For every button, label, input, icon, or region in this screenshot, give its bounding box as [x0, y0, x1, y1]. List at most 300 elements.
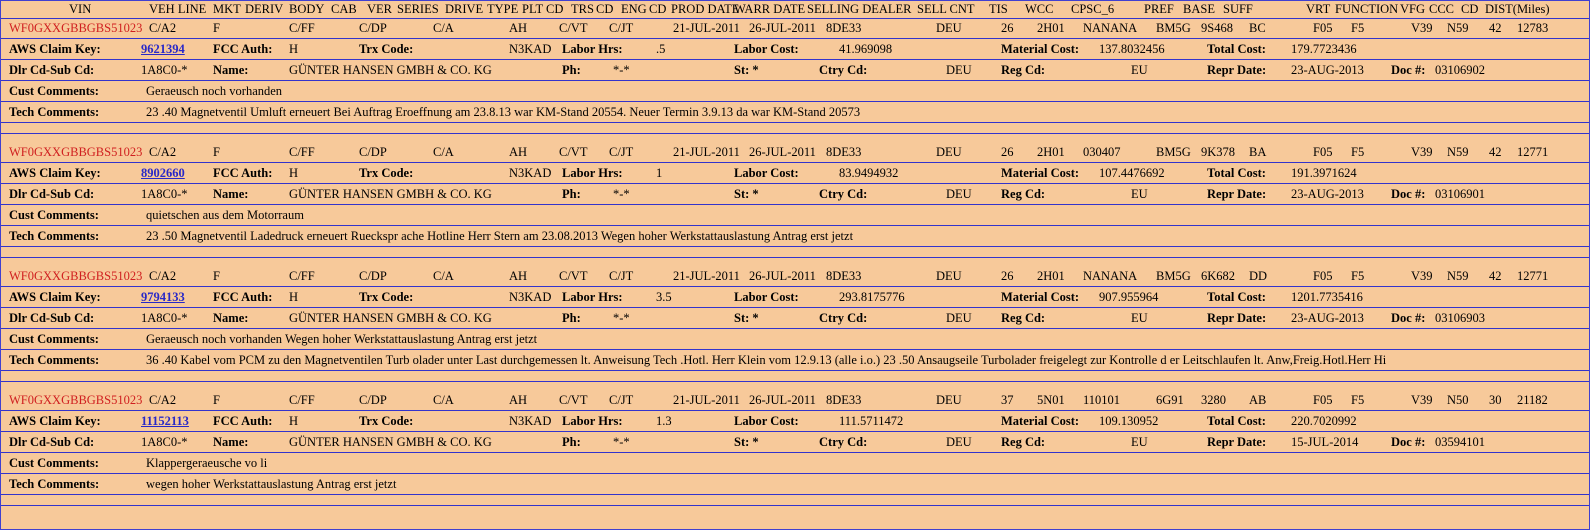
cab-value: C/A [433, 21, 454, 35]
column-header: DIST(Miles) [1485, 2, 1550, 16]
state-label: St: * [734, 311, 759, 325]
ctry-cd-value: DEU [946, 63, 972, 77]
ver-value: AH [509, 21, 528, 35]
column-header: CAB [331, 2, 357, 16]
aws-claim-key-label: AWS Claim Key: [9, 166, 101, 180]
ccc-value: N59 [1447, 269, 1469, 283]
ctry-cd-label: Ctry Cd: [819, 187, 868, 201]
vrt-value: F05 [1313, 269, 1333, 283]
total-cost-label: Total Cost: [1207, 42, 1266, 56]
suff-value: AB [1249, 393, 1267, 407]
record-divider [1, 133, 1589, 134]
prod-date-value: 21-JUL-2011 [673, 393, 740, 407]
column-header: VER [367, 2, 392, 16]
repr-date-value: 15-JUL-2014 [1291, 435, 1359, 449]
claim-record [1, 391, 1589, 515]
claim-cost-row [1, 412, 1589, 431]
tech-comments-row [1, 475, 1589, 494]
sell-cnt-value: DEU [936, 145, 962, 159]
selling-dealer-value: 8DE33 [826, 21, 862, 35]
veh-line-value: C/A2 [149, 393, 177, 407]
total-cost-label: Total Cost: [1207, 290, 1266, 304]
selling-dealer-value: 8DE33 [826, 269, 862, 283]
ver-value: AH [509, 393, 528, 407]
trx-code-value: N3KAD [509, 290, 552, 304]
vehicle-data-row [1, 143, 1589, 162]
total-cost-label: Total Cost: [1207, 166, 1266, 180]
aws-claim-key-label: AWS Claim Key: [9, 290, 101, 304]
tech-comments-value: 23 .50 Magnetventil Ladedruck erneuert Rueckspr ache Hotline Herr Stern am 23.08.2013 Wegen hoher Werkstattauslastung Antrag erst jetzt [146, 229, 854, 243]
body-value: C/DP [359, 393, 387, 407]
ccc-value: N50 [1447, 393, 1469, 407]
cust-comments-label: Cust Comments: [9, 208, 99, 222]
warr-date-value: 26-JUL-2011 [749, 145, 816, 159]
cab-value: C/A [433, 393, 454, 407]
column-header: WCC [1025, 2, 1054, 16]
phone-label: Ph: [562, 187, 581, 201]
sell-cnt-value: DEU [936, 393, 962, 407]
base-value: 6K682 [1201, 269, 1236, 283]
trx-code-label: Trx Code: [359, 42, 414, 56]
column-header: PLT [522, 2, 544, 16]
name-label: Name: [213, 311, 249, 325]
labor-hrs-label: Labor Hrs: [562, 414, 623, 428]
tech-comments-label: Tech Comments: [9, 229, 100, 243]
vfg-value: V39 [1411, 269, 1433, 283]
trx-code-value: N3KAD [509, 42, 552, 56]
wcc-value: 5N01 [1037, 393, 1065, 407]
vrt-value: F05 [1313, 393, 1333, 407]
record-spacer [1, 505, 1589, 515]
repr-date-value: 23-AUG-2013 [1291, 187, 1364, 201]
tis-value: 26 [1001, 21, 1014, 35]
reg-cd-value: EU [1131, 63, 1148, 77]
material-cost-label: Material Cost: [1001, 290, 1080, 304]
labor-hrs-label: Labor Hrs: [562, 290, 623, 304]
trx-code-value: N3KAD [509, 166, 552, 180]
column-header: CCC [1429, 2, 1455, 16]
cust-comments-label: Cust Comments: [9, 332, 99, 346]
dealer-name-value: GÜNTER HANSEN GMBH & CO. KG [289, 311, 492, 325]
suff-value: BC [1249, 21, 1266, 35]
material-cost-value: 107.4476692 [1099, 166, 1165, 180]
table-header [1, 1, 1589, 18]
phone-label: Ph: [562, 311, 581, 325]
dlr-cd-value: 1A8C0-* [141, 435, 188, 449]
drive-value: C/JT [609, 393, 634, 407]
dlr-cd-label: Dlr Cd-Sub Cd: [9, 311, 95, 325]
column-header: CD [1461, 2, 1479, 16]
material-cost-label: Material Cost: [1001, 414, 1080, 428]
cust-comments-value: Klappergeraeusche vo li [146, 456, 268, 470]
base-value: 9K378 [1201, 145, 1236, 159]
mkt-value: F [213, 393, 220, 407]
phone-value: *-* [613, 63, 630, 77]
aws-claim-key-label: AWS Claim Key: [9, 414, 101, 428]
column-header: MKT [213, 2, 241, 16]
tech-comments-row [1, 351, 1589, 370]
dlr-cd-label: Dlr Cd-Sub Cd: [9, 435, 95, 449]
fcc-auth-value: H [289, 166, 299, 180]
column-header: TYPE [487, 2, 519, 16]
tech-comments-label: Tech Comments: [9, 105, 100, 119]
pref-value: BM5G [1156, 269, 1191, 283]
aws-claim-key-link[interactable]: 11152113 [141, 414, 189, 428]
warr-date-value: 26-JUL-2011 [749, 21, 816, 35]
claim-record [1, 267, 1589, 391]
cpsc6-value: 110101 [1083, 393, 1121, 407]
dist-value: 12783 [1517, 21, 1549, 35]
column-header: ENG [621, 2, 647, 16]
record-divider [1, 257, 1589, 258]
cpsc6-value: NANANA [1083, 269, 1138, 283]
labor-cost-label: Labor Cost: [734, 414, 799, 428]
ctry-cd-label: Ctry Cd: [819, 63, 868, 77]
fcc-auth-value: H [289, 290, 299, 304]
claim-record [1, 19, 1589, 143]
reg-cd-label: Reg Cd: [1001, 311, 1046, 325]
material-cost-value: 137.8032456 [1099, 42, 1165, 56]
column-header: VFG [1400, 2, 1426, 16]
column-header: SELLING DEALER [807, 2, 912, 16]
name-label: Name: [213, 435, 249, 449]
cust-comments-value: Geraeusch noch vorhanden Wegen hoher Werkstattauslastung Antrag erst jetzt [146, 332, 538, 346]
mkt-value: F [213, 21, 220, 35]
series-value: C/VT [559, 21, 588, 35]
deriv-value: C/FF [289, 145, 315, 159]
column-header: BASE [1183, 2, 1215, 16]
vfg-value: V39 [1411, 145, 1433, 159]
dist-value: 21182 [1517, 393, 1548, 407]
vin-value: WF0GXXGBBGBS51023 [9, 269, 143, 283]
labor-cost-value: 293.8175776 [839, 290, 905, 304]
material-cost-label: Material Cost: [1001, 42, 1080, 56]
ccc-value: N59 [1447, 145, 1469, 159]
fcc-auth-value: H [289, 42, 299, 56]
cd-value: 42 [1489, 269, 1502, 283]
aws-claim-key-link[interactable]: 9621394 [141, 42, 185, 56]
doc-no-label: Doc #: [1391, 311, 1426, 325]
reg-cd-value: EU [1131, 311, 1148, 325]
sell-cnt-value: DEU [936, 21, 962, 35]
repr-date-label: Repr Date: [1207, 187, 1267, 201]
repr-date-label: Repr Date: [1207, 311, 1267, 325]
cpsc6-value: 030407 [1083, 145, 1121, 159]
claim-record [1, 143, 1589, 267]
phone-label: Ph: [562, 435, 581, 449]
series-value: C/VT [559, 269, 588, 283]
material-cost-value: 109.130952 [1099, 414, 1159, 428]
total-cost-value: 220.7020992 [1291, 414, 1357, 428]
doc-no-value: 03106903 [1435, 311, 1485, 325]
vfg-value: V39 [1411, 21, 1433, 35]
total-cost-value: 191.3971624 [1291, 166, 1357, 180]
phone-label: Ph: [562, 63, 581, 77]
warr-date-value: 26-JUL-2011 [749, 393, 816, 407]
trx-code-label: Trx Code: [359, 290, 414, 304]
ctry-cd-value: DEU [946, 311, 972, 325]
sell-cnt-value: DEU [936, 269, 962, 283]
ctry-cd-value: DEU [946, 187, 972, 201]
dealer-name-value: GÜNTER HANSEN GMBH & CO. KG [289, 187, 492, 201]
fcc-auth-label: FCC Auth: [213, 414, 273, 428]
doc-no-label: Doc #: [1391, 63, 1426, 77]
wcc-value: 2H01 [1037, 21, 1065, 35]
cust-comments-row [1, 454, 1589, 473]
tech-comments-value: 36 .40 Kabel vom PCM zu den Magnetventilen Turb olader unter Last durchgemessen lt. Anweisung Tech .Hotl. Herr Klein vom 12.9.13 (alle i.o.) 23 .50 Ansaugseile Turbolader freigelegt zur Kontrolle d er Leitschlaufen lt. Anw,Freig.Hotl.Herr Hi [146, 353, 1387, 367]
total-cost-value: 1201.7735416 [1291, 290, 1363, 304]
labor-hrs-value: .5 [656, 42, 666, 56]
column-header: CD [649, 2, 667, 16]
reg-cd-value: EU [1131, 435, 1148, 449]
phone-value: *-* [613, 311, 630, 325]
drive-value: C/JT [609, 145, 634, 159]
column-header: PREF [1144, 2, 1174, 16]
records-container [1, 19, 1589, 515]
prod-date-value: 21-JUL-2011 [673, 145, 740, 159]
ctry-cd-value: DEU [946, 435, 972, 449]
dlr-cd-label: Dlr Cd-Sub Cd: [9, 63, 95, 77]
vin-value: WF0GXXGBBGBS51023 [9, 145, 143, 159]
deriv-value: C/FF [289, 269, 315, 283]
cust-comments-row [1, 82, 1589, 101]
vin-value: WF0GXXGBBGBS51023 [9, 21, 143, 35]
mkt-value: F [213, 145, 220, 159]
dealer-row [1, 61, 1589, 80]
dist-value: 12771 [1517, 269, 1549, 283]
labor-cost-label: Labor Cost: [734, 290, 799, 304]
cab-value: C/A [433, 145, 454, 159]
base-value: 3280 [1201, 393, 1226, 407]
cd-value: 42 [1489, 145, 1502, 159]
ccc-value: N59 [1447, 21, 1469, 35]
labor-hrs-value: 3.5 [656, 290, 672, 304]
mkt-value: F [213, 269, 220, 283]
material-cost-label: Material Cost: [1001, 166, 1080, 180]
column-header: VRT [1306, 2, 1331, 16]
pref-value: BM5G [1156, 21, 1191, 35]
cd-value: 30 [1489, 393, 1502, 407]
dlr-cd-label: Dlr Cd-Sub Cd: [9, 187, 95, 201]
cust-comments-value: quietschen aus dem Motorraum [146, 208, 304, 222]
vehicle-data-row [1, 19, 1589, 38]
column-header: CD [596, 2, 614, 16]
state-label: St: * [734, 435, 759, 449]
wcc-value: 2H01 [1037, 145, 1065, 159]
vin-value: WF0GXXGBBGBS51023 [9, 393, 143, 407]
suff-value: DD [1249, 269, 1268, 283]
column-header: SERIES [397, 2, 439, 16]
function-value: F5 [1351, 393, 1365, 407]
function-value: F5 [1351, 145, 1365, 159]
doc-no-label: Doc #: [1391, 187, 1426, 201]
veh-line-value: C/A2 [149, 269, 177, 283]
cust-comments-label: Cust Comments: [9, 456, 99, 470]
total-cost-label: Total Cost: [1207, 414, 1266, 428]
trx-code-label: Trx Code: [359, 166, 414, 180]
tech-comments-value: wegen hoher Werkstattauslastung Antrag erst jetzt [146, 477, 397, 491]
tech-comments-row [1, 227, 1589, 246]
state-label: St: * [734, 187, 759, 201]
labor-hrs-label: Labor Hrs: [562, 42, 623, 56]
ver-value: AH [509, 269, 528, 283]
name-label: Name: [213, 63, 249, 77]
dist-value: 12771 [1517, 145, 1549, 159]
reg-cd-label: Reg Cd: [1001, 63, 1046, 77]
deriv-value: C/FF [289, 393, 315, 407]
column-header: VIN [69, 2, 92, 16]
ctry-cd-label: Ctry Cd: [819, 435, 868, 449]
body-value: C/DP [359, 269, 387, 283]
row-divider [1, 122, 1589, 124]
aws-claim-key-link[interactable]: 8902660 [141, 166, 185, 180]
record-spacer [1, 133, 1589, 143]
claim-cost-row [1, 164, 1589, 183]
row-divider [1, 370, 1589, 372]
fcc-auth-label: FCC Auth: [213, 42, 273, 56]
dealer-row [1, 309, 1589, 328]
function-value: F5 [1351, 269, 1365, 283]
wcc-value: 2H01 [1037, 269, 1065, 283]
column-header: FUNCTION [1335, 2, 1399, 16]
fcc-auth-value: H [289, 414, 299, 428]
reg-cd-label: Reg Cd: [1001, 435, 1046, 449]
labor-hrs-label: Labor Hrs: [562, 166, 623, 180]
fcc-auth-label: FCC Auth: [213, 290, 273, 304]
doc-no-label: Doc #: [1391, 435, 1426, 449]
column-header: CD [546, 2, 564, 16]
vehicle-data-row [1, 391, 1589, 410]
drive-value: C/JT [609, 21, 634, 35]
record-spacer [1, 257, 1589, 267]
vehicle-data-row [1, 267, 1589, 286]
dlr-cd-value: 1A8C0-* [141, 187, 188, 201]
ver-value: AH [509, 145, 528, 159]
veh-line-value: C/A2 [149, 21, 177, 35]
column-header: CPSC_6 [1071, 2, 1115, 16]
column-header: SELL CNT [917, 2, 975, 16]
row-divider [1, 494, 1589, 496]
series-value: C/VT [559, 393, 588, 407]
record-divider [1, 505, 1589, 506]
cust-comments-value: Geraeusch noch vorhanden [146, 84, 283, 98]
repr-date-label: Repr Date: [1207, 435, 1267, 449]
column-header: BODY [289, 2, 325, 16]
cab-value: C/A [433, 269, 454, 283]
column-header: SUFF [1223, 2, 1253, 16]
trx-code-value: N3KAD [509, 414, 552, 428]
selling-dealer-value: 8DE33 [826, 145, 862, 159]
dealer-name-value: GÜNTER HANSEN GMBH & CO. KG [289, 63, 492, 77]
veh-line-value: C/A2 [149, 145, 177, 159]
dealer-row [1, 433, 1589, 452]
function-value: F5 [1351, 21, 1365, 35]
vrt-value: F05 [1313, 21, 1333, 35]
column-header: PROD DATE [671, 2, 740, 16]
base-value: 9S468 [1201, 21, 1233, 35]
column-header: WARR DATE [734, 2, 806, 16]
cust-comments-label: Cust Comments: [9, 84, 99, 98]
warr-date-value: 26-JUL-2011 [749, 269, 816, 283]
prod-date-value: 21-JUL-2011 [673, 269, 740, 283]
labor-cost-value: 111.5711472 [839, 414, 904, 428]
cd-value: 42 [1489, 21, 1502, 35]
dlr-cd-value: 1A8C0-* [141, 311, 188, 325]
dealer-row [1, 185, 1589, 204]
column-header: DERIV [245, 2, 284, 16]
tech-comments-label: Tech Comments: [9, 477, 100, 491]
vrt-value: F05 [1313, 145, 1333, 159]
tis-value: 26 [1001, 145, 1014, 159]
repr-date-value: 23-AUG-2013 [1291, 311, 1364, 325]
cust-comments-row [1, 330, 1589, 349]
suff-value: BA [1249, 145, 1267, 159]
ctry-cd-label: Ctry Cd: [819, 311, 868, 325]
pref-value: 6G91 [1156, 393, 1184, 407]
claim-cost-row [1, 40, 1589, 59]
doc-no-value: 03594101 [1435, 435, 1485, 449]
reg-cd-value: EU [1131, 187, 1148, 201]
aws-claim-key-label: AWS Claim Key: [9, 42, 101, 56]
material-cost-value: 907.955964 [1099, 290, 1159, 304]
labor-cost-label: Labor Cost: [734, 42, 799, 56]
state-label: St: * [734, 63, 759, 77]
doc-no-value: 03106902 [1435, 63, 1485, 77]
selling-dealer-value: 8DE33 [826, 393, 862, 407]
fcc-auth-label: FCC Auth: [213, 166, 273, 180]
aws-claim-key-link[interactable]: 9794133 [141, 290, 185, 304]
cust-comments-row [1, 206, 1589, 225]
labor-hrs-value: 1.3 [656, 414, 672, 428]
series-value: C/VT [559, 145, 588, 159]
record-spacer [1, 381, 1589, 391]
labor-cost-value: 41.969098 [839, 42, 893, 56]
tech-comments-row [1, 103, 1589, 122]
body-value: C/DP [359, 145, 387, 159]
repr-date-label: Repr Date: [1207, 63, 1267, 77]
pref-value: BM5G [1156, 145, 1191, 159]
total-cost-value: 179.7723436 [1291, 42, 1357, 56]
tis-value: 26 [1001, 269, 1014, 283]
column-header: TRS [571, 2, 594, 16]
phone-value: *-* [613, 435, 630, 449]
record-divider [1, 381, 1589, 382]
dealer-name-value: GÜNTER HANSEN GMBH & CO. KG [289, 435, 492, 449]
row-divider [1, 246, 1589, 248]
column-header: DRIVE [445, 2, 484, 16]
trx-code-label: Trx Code: [359, 414, 414, 428]
phone-value: *-* [613, 187, 630, 201]
claim-cost-row [1, 288, 1589, 307]
dlr-cd-value: 1A8C0-* [141, 63, 188, 77]
tech-comments-value: 23 .40 Magnetventil Umluft erneuert Bei Auftrag Eroeffnung am 23.8.13 war KM-Stand 20554. Neuer Termin 3.9.13 da war KM-Stand 20573 [146, 105, 861, 119]
repr-date-value: 23-AUG-2013 [1291, 63, 1364, 77]
tech-comments-label: Tech Comments: [9, 353, 100, 367]
labor-hrs-value: 1 [656, 166, 663, 180]
name-label: Name: [213, 187, 249, 201]
labor-cost-label: Labor Cost: [734, 166, 799, 180]
prod-date-value: 21-JUL-2011 [673, 21, 740, 35]
drive-value: C/JT [609, 269, 634, 283]
tis-value: 37 [1001, 393, 1014, 407]
cpsc6-value: NANANA [1083, 21, 1138, 35]
deriv-value: C/FF [289, 21, 315, 35]
vfg-value: V39 [1411, 393, 1433, 407]
column-header: VEH LINE [149, 2, 207, 16]
body-value: C/DP [359, 21, 387, 35]
doc-no-value: 03106901 [1435, 187, 1485, 201]
labor-cost-value: 83.9494932 [839, 166, 899, 180]
